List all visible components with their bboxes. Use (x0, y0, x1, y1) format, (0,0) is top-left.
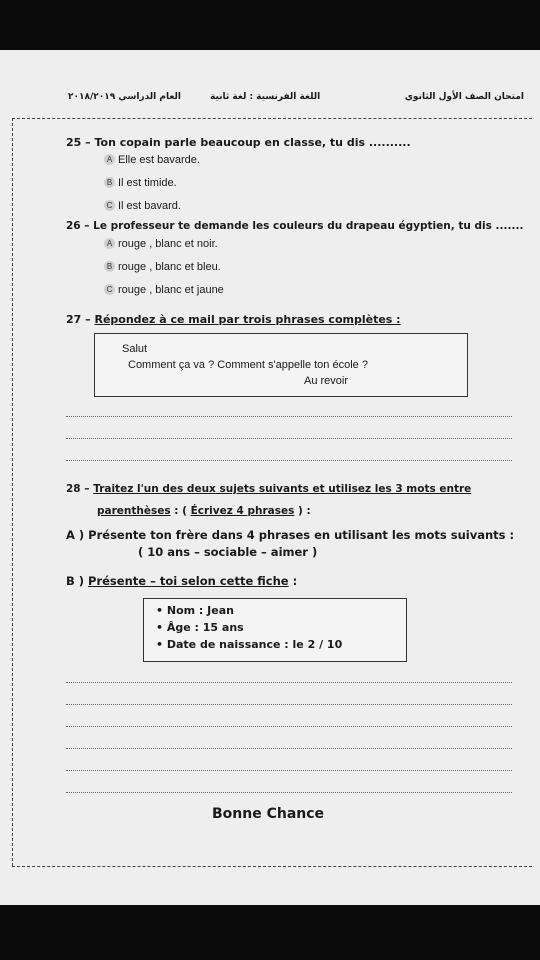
exam-paper (0, 50, 540, 905)
header-grade: امتحان الصف الأول الثانوي (404, 92, 524, 102)
answer-line (66, 748, 512, 749)
q25-option-a: A Elle est bavarde. (104, 154, 200, 166)
option-letter-icon: C (104, 284, 115, 295)
subject-a: A ) Présente ton frère dans 4 phrases en utilisant les mots suivants : (66, 528, 515, 542)
answer-line (66, 416, 512, 417)
fiche-name: • Nom : Jean (156, 604, 234, 617)
question-28: 28 – Traitez l'un des deux sujets suivants et utilisez les 3 mots entre (66, 483, 472, 495)
header-year: العام الدراسي ٢٠١٨/٢٠١٩ (68, 92, 181, 102)
mail-closing: Au revoir (304, 375, 349, 387)
answer-line (66, 792, 512, 793)
mail-greeting: Salut (122, 343, 148, 355)
header-subject: اللغة الفرنسية : لغة ثانية (210, 92, 321, 102)
option-letter-icon: A (104, 154, 115, 165)
question-28-line2: parenthèses : ( Écrivez 4 phrases ) : (97, 505, 311, 517)
option-letter-icon: A (104, 238, 115, 249)
q26-option-b: B rouge , blanc et bleu. (104, 261, 221, 273)
answer-line (66, 726, 512, 727)
answer-line (66, 682, 512, 683)
q25-option-b: B Il est timide. (104, 177, 177, 189)
answer-line (66, 438, 512, 439)
subject-a-words: ( 10 ans – sociable – aimer ) (138, 545, 318, 559)
closing-text: Bonne Chance (212, 806, 325, 822)
option-letter-icon: B (104, 177, 115, 188)
border-left (12, 118, 13, 866)
q26-option-c: C rouge , blanc et jaune (104, 284, 224, 296)
subject-b: B ) Présente – toi selon cette fiche : (66, 574, 298, 588)
question-26: 26 – Le professeur te demande les couleurs du drapeau égyptien, tu dis ....... (66, 220, 524, 232)
q25-option-c: C Il est bavard. (104, 200, 181, 212)
exam-header (10, 92, 530, 112)
question-27: 27 – Répondez à ce mail par trois phrases complètes : (66, 313, 401, 326)
option-letter-icon: B (104, 261, 115, 272)
border-bottom (12, 866, 532, 867)
answer-line (66, 704, 512, 705)
fiche-birthdate: • Date de naissance : le 2 / 10 (156, 638, 343, 651)
fiche-age: • Âge : 15 ans (156, 621, 244, 634)
answer-line (66, 460, 512, 461)
border-top (12, 118, 532, 119)
question-25: 25 – Ton copain parle beaucoup en classe, tu dis .......... (66, 136, 411, 149)
q26-option-a: A rouge , blanc et noir. (104, 238, 218, 250)
answer-line (66, 770, 512, 771)
option-letter-icon: C (104, 200, 115, 211)
mail-body: Comment ça va ? Comment s'appelle ton école ? (128, 359, 368, 371)
